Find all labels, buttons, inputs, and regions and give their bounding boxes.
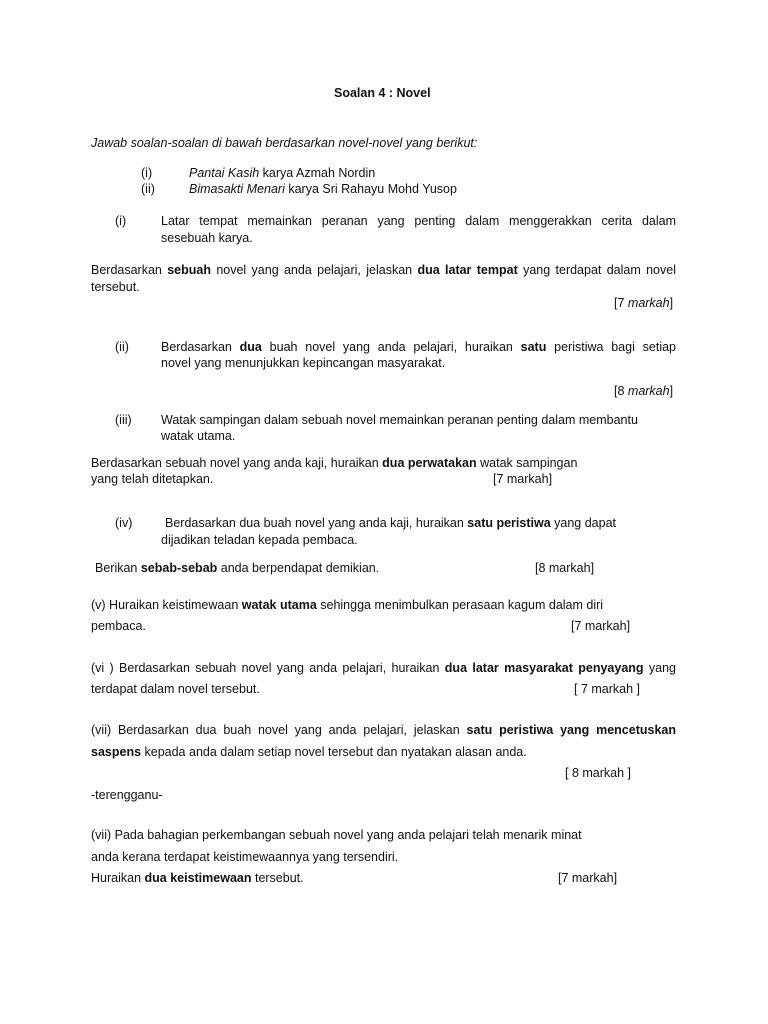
question-6-text: (vi ) Berdasarkan sebuah novel yang anda pelajari, huraikan dua latar masyarakat penyayang yang (91, 661, 676, 675)
question-8-text: (vii) Pada bahagian perkembangan sebuah novel yang anda pelajari telah menarik minat (91, 828, 582, 842)
question-3-text: Watak sampingan dalam sebuah novel memainkan peranan penting dalam membantu (161, 413, 638, 427)
question-2-text-2: novel yang menunjukkan kepincangan masyarakat. (161, 356, 446, 370)
page-title: Soalan 4 : Novel (334, 86, 431, 100)
question-4-number: (iv) (115, 516, 133, 530)
question-5-marks: [7 markah] (571, 619, 631, 633)
question-4-text: Berdasarkan dua buah novel yang anda kaji, huraikan satu peristiwa yang dapat (165, 516, 617, 530)
question-3-task: Berdasarkan sebuah novel yang anda kaji, huraikan dua perwatakan watak sampingan (91, 456, 578, 470)
question-7-text: (vii) Berdasarkan dua buah novel yang anda pelajari, jelaskan satu peristiwa yang mencetuskan (91, 723, 676, 737)
question-8-text-2: anda kerana terdapat keistimewaannya yang tersendiri. (91, 850, 399, 864)
question-5-text-2: pembaca. (91, 619, 146, 633)
source-label: -terengganu- (91, 788, 163, 802)
question-1-number: (i) (115, 214, 127, 228)
novel-1-number: (i) (141, 166, 153, 180)
question-4-marks: [8 markah] (535, 561, 595, 575)
question-5-text: (v) Huraikan keistimewaan watak utama sehingga menimbulkan perasaan kagum dalam diri (91, 598, 604, 612)
question-1-task: Berdasarkan sebuah novel yang anda pelajari, jelaskan dua latar tempat yang terdapat dalam novel (91, 263, 676, 277)
novel-2-number: (ii) (141, 182, 155, 196)
question-4-task: Berikan sebab-sebab anda berpendapat demikian. (95, 561, 380, 575)
question-1-task-2: tersebut. (91, 280, 140, 294)
question-7-marks: [ 8 markah ] (565, 766, 631, 780)
novel-2: Bimasakti Menari karya Sri Rahayu Mohd Yusop (189, 182, 457, 196)
question-3-number: (iii) (115, 413, 132, 427)
question-6-marks: [ 7 markah ] (574, 682, 640, 696)
question-4-text-2: dijadikan teladan kepada pembaca. (161, 533, 358, 547)
question-1-text-2: sesebuah karya. (161, 231, 253, 245)
instructions: Jawab soalan-soalan di bawah berdasarkan novel-novel yang berikut: (91, 136, 478, 150)
question-8-task: Huraikan dua keistimewaan tersebut. (91, 871, 304, 885)
question-2-number: (ii) (115, 340, 129, 354)
question-3-marks: [7 markah] (493, 472, 553, 486)
question-3-text-2: watak utama. (161, 429, 236, 443)
question-2-marks: [8 markah] (614, 384, 674, 398)
question-1-marks: [7 markah] (614, 296, 674, 310)
question-7-text-2: saspens kepada anda dalam setiap novel tersebut dan nyatakan alasan anda. (91, 745, 527, 759)
question-3-task-2: yang telah ditetapkan. (91, 472, 214, 486)
question-6-text-2: terdapat dalam novel tersebut. (91, 682, 260, 696)
question-2-text: Berdasarkan dua buah novel yang anda pelajari, huraikan satu peristiwa bagi setiap (161, 340, 676, 354)
novel-1: Pantai Kasih karya Azmah Nordin (189, 166, 376, 180)
question-8-marks: [7 markah] (558, 871, 618, 885)
question-1-text: Latar tempat memainkan peranan yang penting dalam menggerakkan cerita dalam (161, 214, 676, 228)
